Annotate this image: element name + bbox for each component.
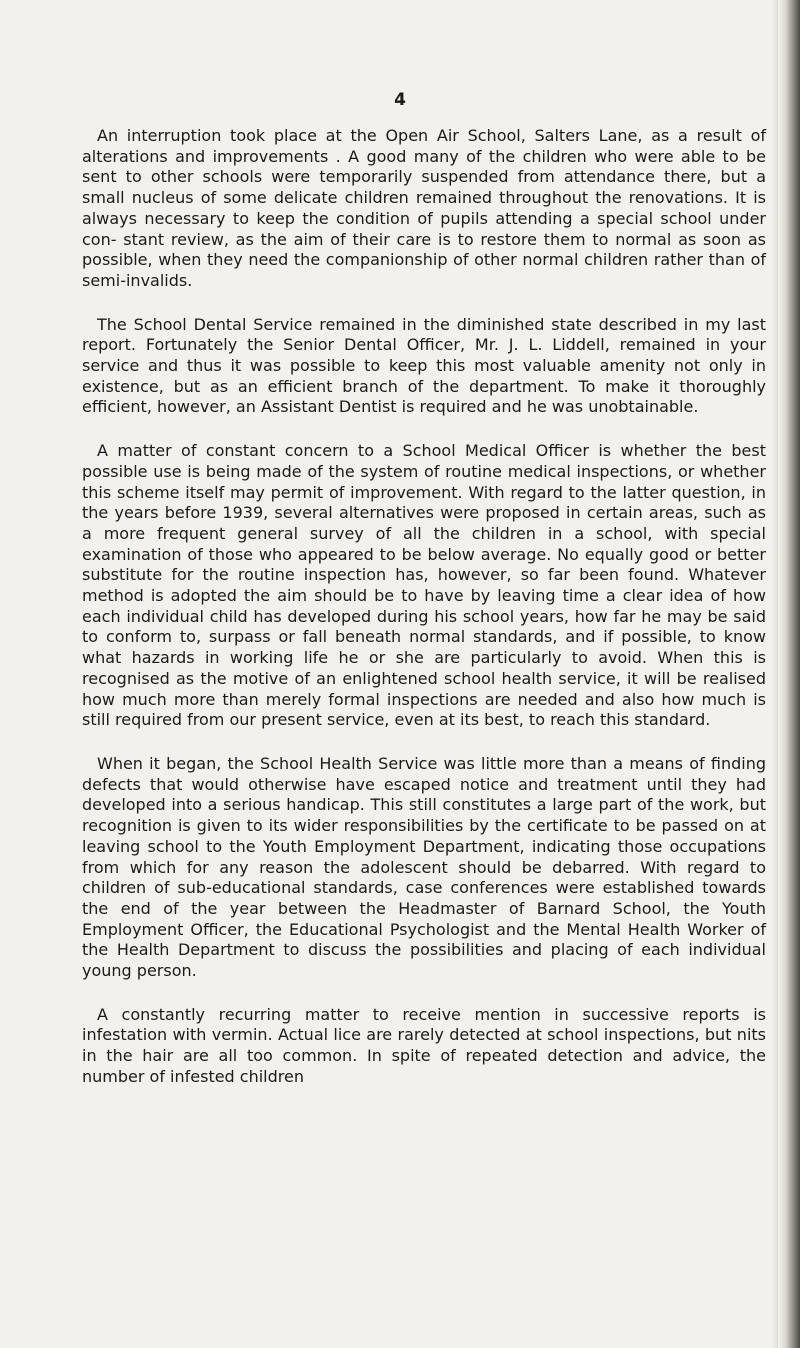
paragraph-dental-service: The School Dental Service remained in the diminished state described in my last report. Fortunately the Senior Dental Officer, Mr. J. L. Liddell, remained in your service and thus it was possible to keep this most valuable amenity not only in existence, but as an efficient branch of the department. To make it thoroughly efficient, however, an Assistant Dentist is required and he was unobtainable.	[82, 314, 766, 417]
paragraph-health-service-history: When it began, the School Health Service was little more than a means of finding defects that would otherwise have escaped notice and treatment until they had developed into a serious handicap. This still constitutes a large part of the work, but recognition is given to its wider responsibilities by the certificate to be passed on at leaving school to the Youth Employment Department, indicating those occupations from which for any reason the adolescent should be debarred. With regard to children of sub-educational standards, case conferences were established towards the end of the year between the Headmaster of Barnard School, the Youth Employment Officer, the Educational Psychologist and the Mental Health Worker of the Health Department to discuss the possibilities and placing of each individual young person.	[82, 753, 766, 981]
paragraph-vermin-infestation: A constantly recurring matter to receive mention in successive reports is infestation with vermin. Actual lice are rarely detected at school inspections, but nits in the hair are all too common. In spite of repeated detection and advice, the number of infested children	[82, 1004, 766, 1086]
paragraph-open-air-school: An interruption took place at the Open Air School, Salters Lane, as a result of alterations and improvements . A good many of the children who were able to be sent to other schools were temporarily suspended from attendance there, but a small nucleus of some delicate children remained throughout the renovations. It is always necessary to keep the condition of pupils attending a special school under con- stant review, as the aim of their care is to restore them to normal as soon as possible, when they need the companionship of other normal children rather than of semi-invalids.	[82, 126, 766, 290]
page-binding-edge	[778, 0, 800, 1348]
page-number: 4	[394, 90, 406, 110]
paragraph-medical-inspections: A matter of constant concern to a School Medical Officer is whether the best possible use is being made of the system of routine medical inspections, or whether this scheme itself may permit of improvement. With regard to the latter question, in the years before 1939, several alternatives were proposed in certain areas, such as a more frequent general survey of all the children in a school, with special examination of those who appeared to be below average. No equally good or better substitute for the routine inspection has, however, so far been found. Whatever method is adopted the aim should be to have by leaving time a clear idea of how each individual child has developed during his school years, how far he may be said to conform to, surpass or fall beneath normal standards, and if possible, to know what hazards in working life he or she are particularly to avoid. When this is recognised as the motive of an enlightened school health service, it will be realised how much more than merely formal inspections are needed and also how much is still required from our present service, even at its best, to reach this standard.	[82, 441, 766, 730]
body-text	[82, 126, 766, 1111]
